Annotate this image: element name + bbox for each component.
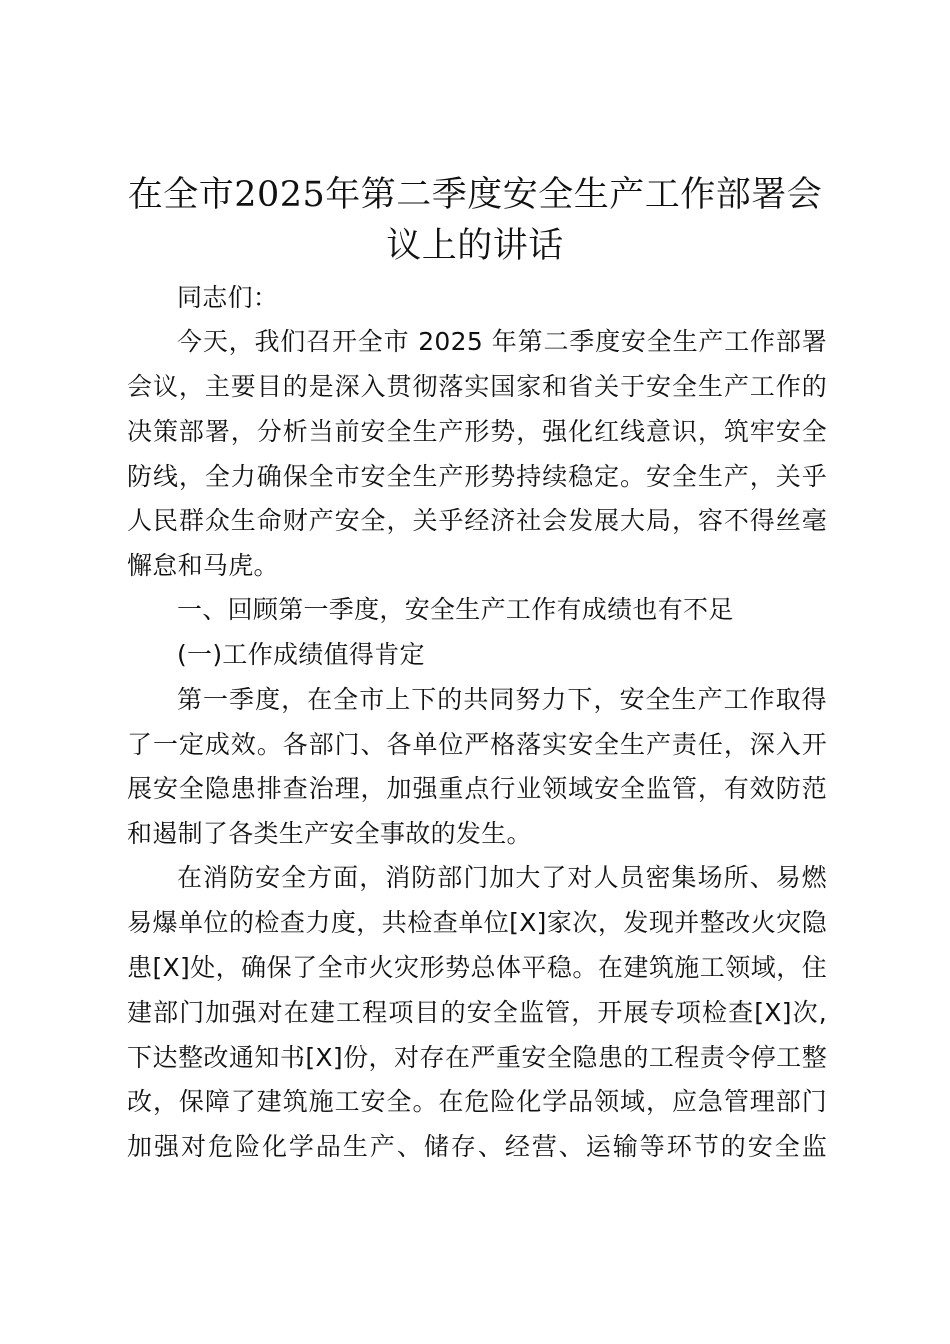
paragraph-line: 展安全隐患排查治理，加强重点行业领域安全监管，有效防范 bbox=[127, 774, 827, 803]
document-title-line-1: 在全市2025年第二季度安全生产工作部署会 bbox=[127, 175, 823, 215]
paragraph-line: 下达整改通知书[X]份，对存在严重安全隐患的工程责令停工整 bbox=[127, 1043, 827, 1072]
paragraph-line: 易爆单位的检查力度，共检查单位[X]家次，发现并整改火灾隐 bbox=[127, 908, 827, 937]
document-title-line-2: 议上的讲话 bbox=[386, 226, 564, 266]
paragraph-line: 第一季度，在全市上下的共同努力下，安全生产工作取得 bbox=[177, 685, 827, 714]
paragraph-line: 了一定成效。各部门、各单位严格落实安全生产责任，深入开 bbox=[127, 730, 827, 759]
paragraph-line: 在消防安全方面，消防部门加大了对人员密集场所、易燃 bbox=[177, 863, 827, 892]
salutation: 同志们： bbox=[177, 283, 279, 312]
paragraph-line: 决策部署，分析当前安全生产形势，强化红线意识，筑牢安全 bbox=[127, 417, 827, 446]
paragraph-line: 今天，我们召开全市 2025 年第二季度安全生产工作部署 bbox=[177, 327, 827, 356]
paragraph-line: 改，保障了建筑施工安全。在危险化学品领域，应急管理部门 bbox=[127, 1087, 827, 1116]
paragraph-line: 懈怠和马虎。 bbox=[127, 551, 279, 580]
paragraph-line: 人民群众生命财产安全，关乎经济社会发展大局，容不得丝毫 bbox=[127, 506, 827, 535]
paragraph-line: 防线，全力确保全市安全生产形势持续稳定。安全生产，关乎 bbox=[127, 462, 827, 491]
paragraph-line: 会议，主要目的是深入贯彻落实国家和省关于安全生产工作的 bbox=[127, 372, 827, 401]
paragraph-line: 建部门加强对在建工程项目的安全监管，开展专项检查[X]次, bbox=[127, 998, 827, 1027]
paragraph-line: 加强对危险化学品生产、储存、经营、运输等环节的安全监 bbox=[127, 1132, 827, 1161]
paragraph-line: 患[X]处，确保了全市火灾形势总体平稳。在建筑施工领域，住 bbox=[127, 953, 827, 982]
subsection-heading: (一)工作成绩值得肯定 bbox=[177, 640, 425, 669]
paragraph-line: 和遏制了各类生产安全事故的发生。 bbox=[127, 819, 532, 848]
section-heading: 一、回顾第一季度，安全生产工作有成绩也有不足 bbox=[177, 595, 734, 624]
